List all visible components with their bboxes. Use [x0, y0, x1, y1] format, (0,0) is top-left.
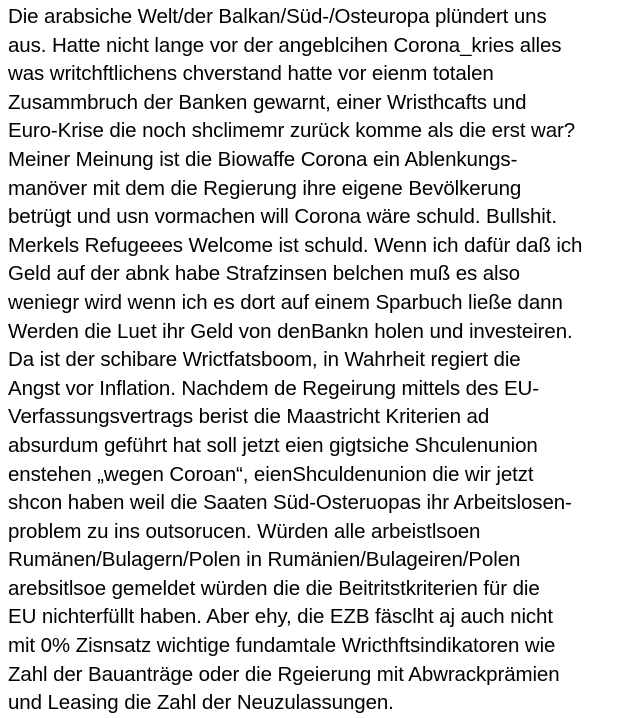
text-line: Da ist der schibare Wrictfatsboom, in Wahrheit regiert die [8, 348, 521, 372]
text-line: Die arabsiche Welt/der Balkan/Süd-/Osteuropa plündert uns [8, 5, 547, 28]
text-line: arebsitlsoe gemeldet würden die die Beitritstkriterien für die [8, 576, 540, 600]
text-line: weniegr wird wenn ich es dort auf einem Sparbuch ließe dann [8, 290, 563, 314]
text-line: betrügt und usn vormachen will Corona wäre schuld. Bullshit. [8, 205, 557, 229]
body-text [8, 3, 622, 718]
text-line: und Leasing die Zahl der Neuzulassungen. [8, 691, 394, 715]
text-line: Meiner Meinung ist die Biowaffe Corona ein Ablenkungs- [8, 147, 518, 171]
text-line: aus. Hatte nicht lange vor der angeblcihen Corona_kries alles [8, 33, 562, 57]
text-line: Zusammbruch der Banken gewarnt, einer Wristhcafts und [8, 90, 527, 114]
text-line: manöver mit dem die Regierung ihre eigene Bevölkerung [8, 176, 522, 200]
text-line: Merkels Refugeees Welcome ist schuld. Wenn ich dafür daß ich [8, 233, 583, 257]
text-line: problem zu ins outsorucen. Würden alle arbeistlsoen [8, 519, 481, 543]
text-line: Geld auf der abnk habe Strafzinsen belchen muß es also [8, 262, 520, 286]
text-line: Rumänen/Bulagern/Polen in Rumänien/Bulageiren/Polen [8, 548, 521, 572]
text-line: Werden die Luet ihr Geld von denBankn holen und investeiren. [8, 319, 573, 343]
text-line: absurdum geführt hat soll jetzt eien gigtsiche Shculenunion [8, 433, 538, 457]
text-line: Zahl der Bauanträge oder die Rgeierung mit Abwrackprämien [8, 662, 560, 686]
text-line: Angst vor Inflation. Nachdem de Regeirung mittels des EU- [8, 376, 539, 400]
text-line: EU nichterfüllt haben. Aber ehy, die EZB fäsclht aj auch nicht [8, 605, 553, 629]
text-line: Euro-Krise die noch shclimemr zurück komme als die erst war? [8, 119, 576, 143]
text-line: mit 0% Zisnsatz wichtige fundamtale Wricthftsindikatoren wie [8, 634, 556, 658]
text-line: enstehen „wegen Coroan“, eienShculdenunion die wir jetzt [8, 462, 534, 486]
text-line: shcon haben weil die Saaten Süd-Osteruopas ihr Arbeitslosen- [8, 491, 572, 515]
text-line: Verfassungsvertrags berist die Maastricht Kriterien ad [8, 405, 490, 429]
text-line: was writchftlichens chverstand hatte vor eienm totalen [8, 62, 494, 86]
